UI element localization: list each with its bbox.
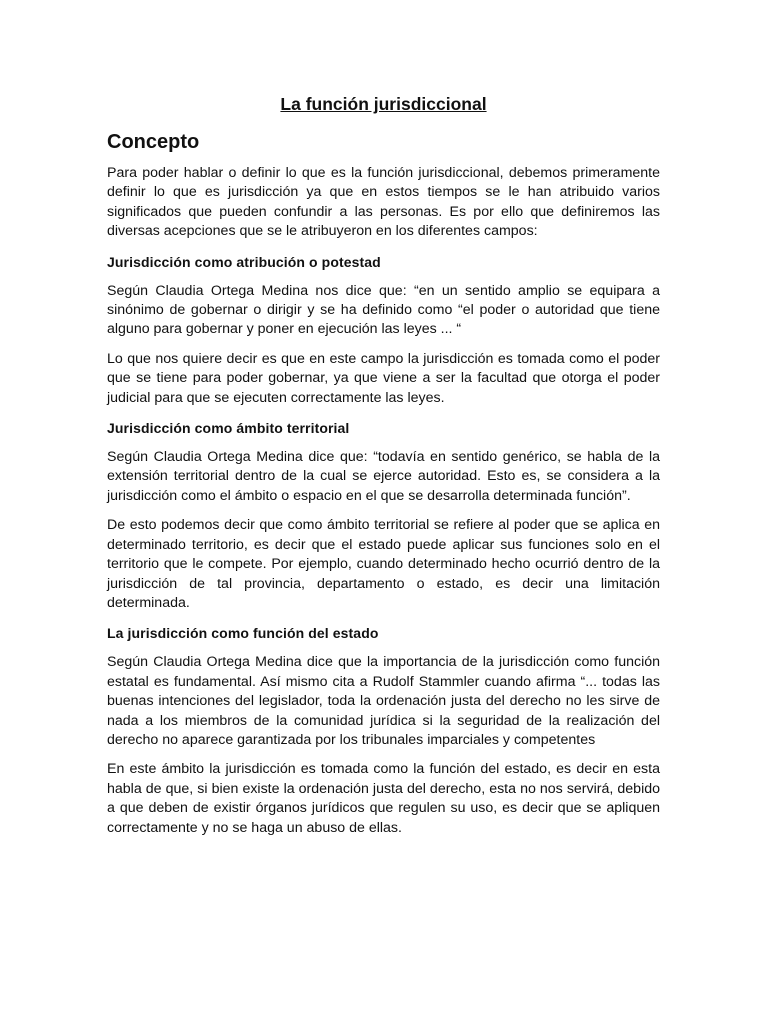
section-territorial-paragraph-1: Según Claudia Ortega Medina dice que: “todavía en sentido genérico, se habla de la extensión territorial dentro de la cual se ejerce autoridad. Esto es, se considera a la jurisdicción como el ámbito o espacio en el que se desarrolla determinada función”. xyxy=(107,449,660,504)
section-atribucion-paragraph-1: Según Claudia Ortega Medina nos dice que: “en un sentido amplio se equipara a sinónimo de gobernar o dirigir y se ha definido como “el poder o autoridad que tiene alguno para gobernar y poner en ejecución las leyes ... “ xyxy=(107,282,660,338)
intro-paragraph: Para poder hablar o definir lo que es la función jurisdiccional, debemos primeramente definir lo que es jurisdicción ya que en estos tiempos se le han atribuido varios significados que pueden confundir a las personas. Es por ello que definiremos las diversas acepciones que se le atribuyeron en los diferentes campos: xyxy=(107,165,660,240)
section-funcion-estado-paragraph-1: Según Claudia Ortega Medina dice que la importancia de la jurisdicción como función estatal es fundamental. Así mismo cita a Rudolf Stammler cuando afirma “... todas las buenas intenciones del legislador, toda la ordenación justa del derecho no les sirve de nada a los miembros de la comunidad jurídica si la seguridad de la realización del derecho no aparece garantizada por los tribunales imparciales y competentes xyxy=(107,654,660,748)
document-title: La función jurisdiccional xyxy=(280,94,487,114)
section-funcion-estado-paragraph-2: En este ámbito la jurisdicción es tomada como la función del estado, es decir en esta habla de que, si bien existe la ordenación justa del derecho, esta no nos servirá, debido a que deben de existir órganos jurídicos que regulen su uso, es decir que se apliquen correctamente y no se haga un abuso de ellas. xyxy=(107,761,660,836)
document-page xyxy=(107,92,660,848)
section-heading-territorial: Jurisdicción como ámbito territorial xyxy=(107,420,350,437)
section-atribucion-paragraph-2: Lo que nos quiere decir es que en este campo la jurisdicción es tomada como el poder que se tiene para poder gobernar, ya que viene a ser la facultad que otorga el poder judicial para que se ejecuten correctamente las leyes. xyxy=(107,350,660,406)
section-heading-funcion-estado: La jurisdicción como función del estado xyxy=(107,625,379,642)
section-territorial-paragraph-2: De esto podemos decir que como ámbito territorial se refiere al poder que se aplica en determinado territorio, es decir que el estado puede aplicar sus funciones solo en el territorio que le compete. Por ejemplo, cuando determinado hecho ocurrió dentro de la jurisdicción de tal provincia, departamento o estado, es decir una limitación determinada. xyxy=(107,517,660,611)
concept-heading: Concepto xyxy=(107,131,200,153)
section-heading-atribucion: Jurisdicción como atribución o potestad xyxy=(107,253,381,270)
